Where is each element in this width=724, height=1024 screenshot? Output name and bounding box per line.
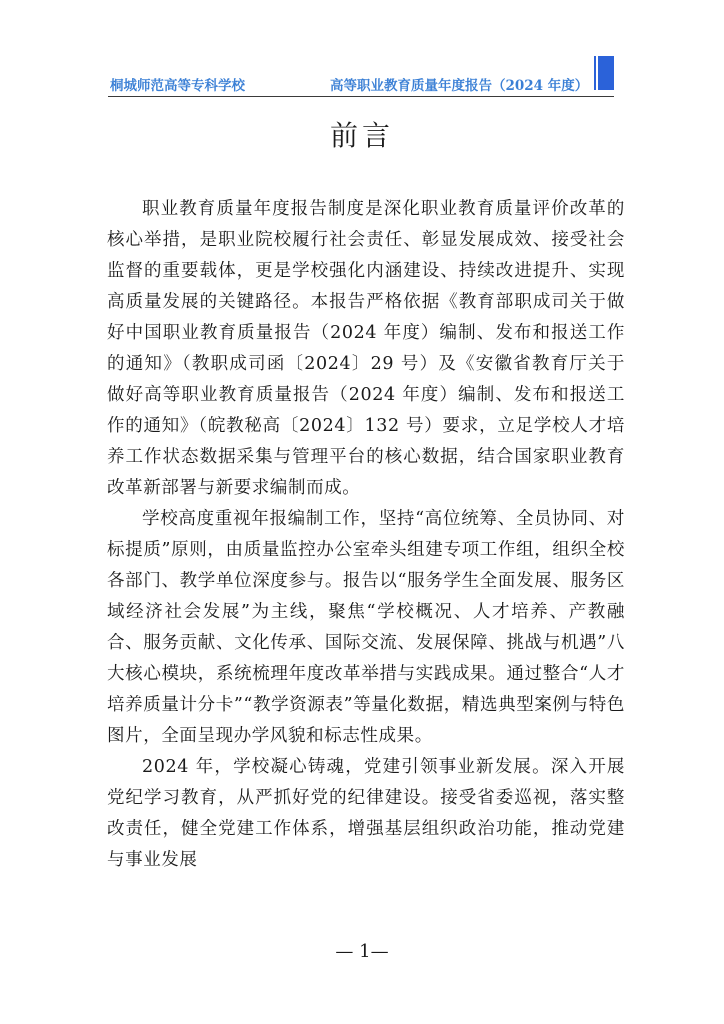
- paragraph-3: 2024 年，学校凝心铸魂，党建引领事业新发展。深入开展党纪学习教育，从严抓好党的纪律建设。接受省委巡视，落实整改责任，健全党建工作体系，增强基层组织政治功能，推动党建与事业发展: [107, 757, 625, 870]
- header-school-name: 桐城师范高等专科学校: [110, 78, 245, 94]
- header-accent-bar: [598, 56, 614, 90]
- header-report-title: 高等职业教育质量年度报告（2024 年度）: [330, 78, 589, 94]
- page-title: 前言: [329, 119, 394, 152]
- page-header: [108, 76, 614, 96]
- header-accent-line: [594, 56, 596, 90]
- header-divider: [108, 96, 614, 97]
- paragraph-1: 职业教育质量年度报告制度是深化职业教育质量评价改革的核心举措，是职业院校履行社会责任、彰显发展成效、接受社会监督的重要载体，更是学校强化内涵建设、持续改进提升、实现高质量发展的关键路径。本报告严格依据《教育部职成司关于做好中国职业教育质量报告（2024 年度）编制、发布和报送工作的通知》（教职成司函〔2024〕29 号）及《安徽省教育厅关于做好高等职业教育质量报告（2024 年度）编制、发布和报送工作的通知》（皖教秘高〔2024〕132 号）要求，立足学校人才培养工作状态数据采集与管理平台的核心数据，结合国家职业教育改革新部署与新要求编制而成。: [107, 199, 625, 498]
- paragraph-2: 学校高度重视年报编制工作，坚持“高位统筹、全员协同、对标提质”原则，由质量监控办公室牵头组建专项工作组，组织全校各部门、教学单位深度参与。报告以“服务学生全面发展、服务区域经济社会发展”为主线，聚焦“学校概况、人才培养、产教融合、服务贡献、文化传承、国际交流、发展保障、挑战与机遇”八大核心模块，系统梳理年度改革举措与实践成果。通过整合“人才培养质量计分卡”“教学资源表”等量化数据，精选典型案例与特色图片，全面呈现办学风貌和标志性成果。: [107, 509, 625, 746]
- body-text: [107, 194, 625, 876]
- page-number: — 1—: [335, 941, 389, 962]
